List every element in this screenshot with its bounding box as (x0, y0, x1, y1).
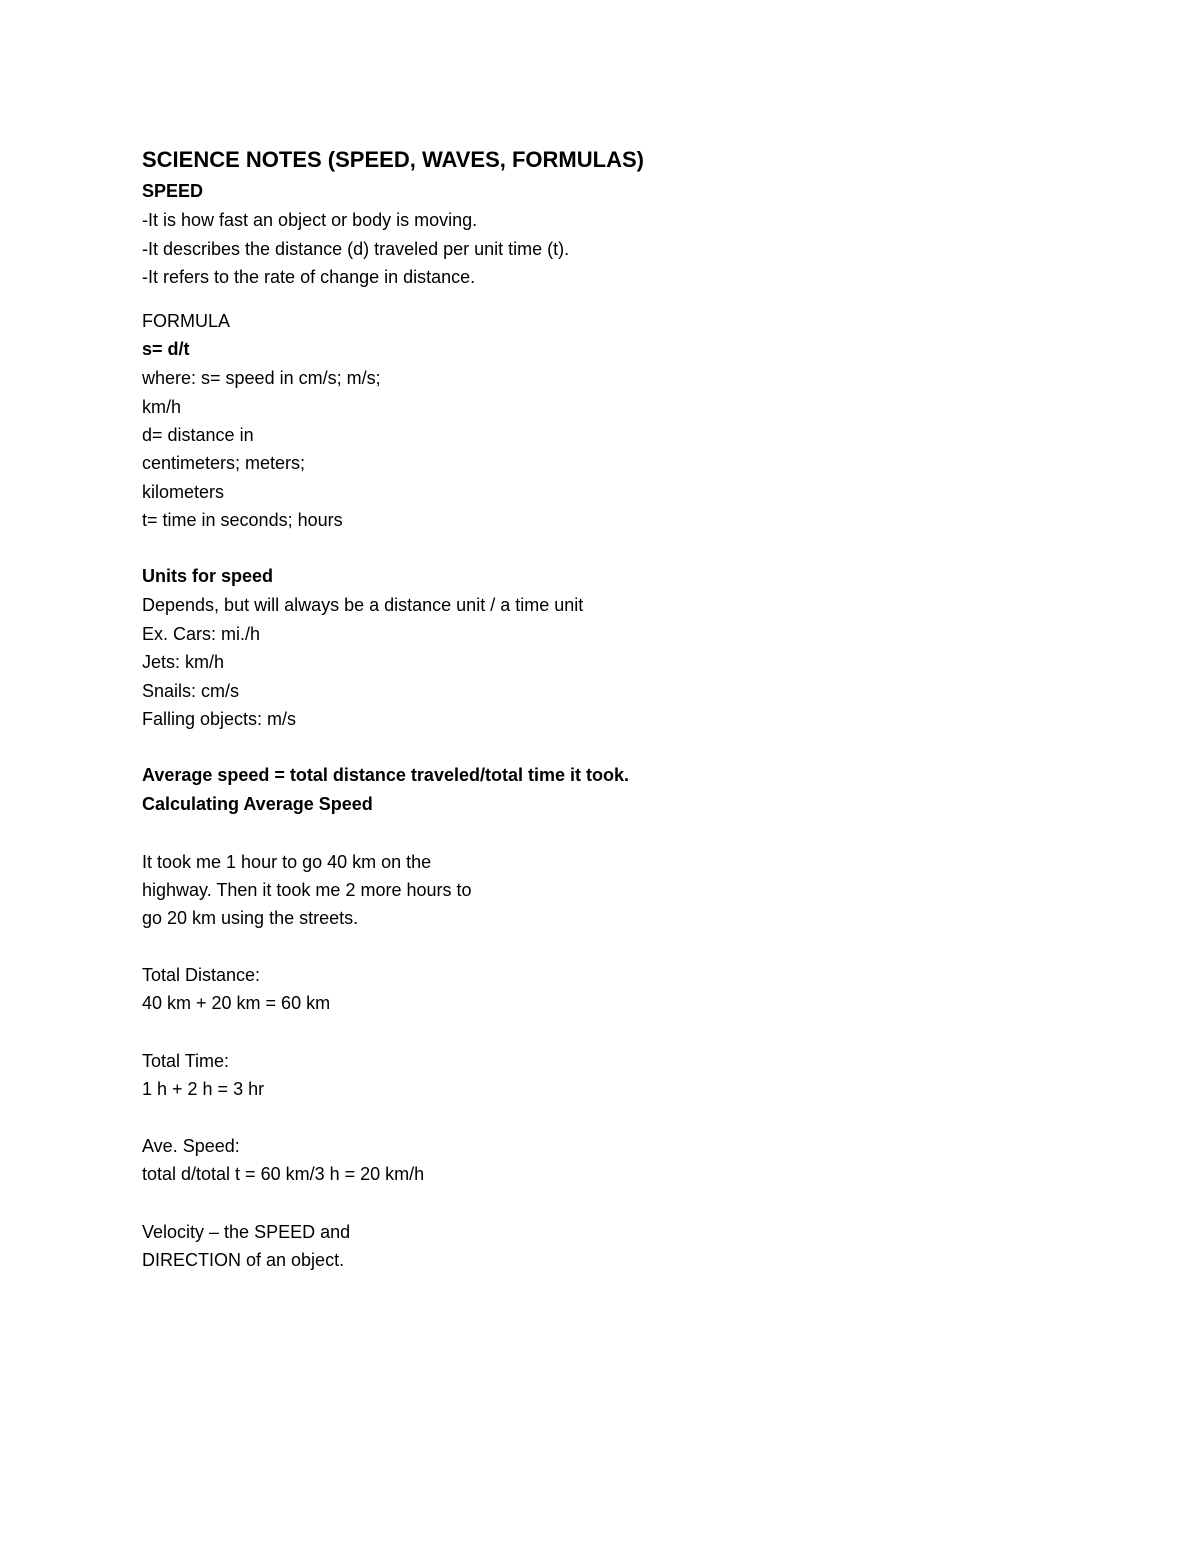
speed-heading: SPEED (142, 181, 204, 201)
formula-where-line: t= time in seconds; hours (142, 510, 343, 530)
formula-where-line: centimeters; meters; (142, 453, 306, 473)
formula-where-line: where: s= speed in cm/s; m/s; (142, 368, 381, 388)
ave-speed-calc: total d/total t = 60 km/3 h = 20 km/h (142, 1164, 425, 1184)
ave-speed-label: Ave. Speed: (142, 1136, 240, 1156)
total-time-label: Total Time: (142, 1051, 230, 1071)
total-distance-calc: 40 km + 20 km = 60 km (142, 993, 331, 1013)
speed-definition-line: -It is how fast an object or body is moving. (142, 210, 478, 230)
problem-line: It took me 1 hour to go 40 km on the (142, 852, 432, 872)
total-distance-label: Total Distance: (142, 965, 261, 985)
speed-definition-line: -It describes the distance (d) traveled per unit time (t). (142, 239, 570, 259)
units-line: Depends, but will always be a distance unit / a time unit (142, 595, 584, 615)
problem-line: highway. Then it took me 2 more hours to (142, 880, 472, 900)
formula-where-line: km/h (142, 397, 182, 417)
units-line: Jets: km/h (142, 652, 225, 672)
average-speed-heading: Calculating Average Speed (142, 794, 373, 814)
formula-where-line: kilometers (142, 482, 225, 502)
units-line: Ex. Cars: mi./h (142, 624, 261, 644)
units-heading: Units for speed (142, 566, 274, 586)
total-time-calc: 1 h + 2 h = 3 hr (142, 1079, 265, 1099)
page-title: SCIENCE NOTES (SPEED, WAVES, FORMULAS) (142, 147, 644, 172)
velocity-line: DIRECTION of an object. (142, 1250, 345, 1270)
velocity-line: Velocity – the SPEED and (142, 1222, 351, 1242)
speed-definition-line: -It refers to the rate of change in distance. (142, 267, 476, 287)
average-speed-definition: Average speed = total distance traveled/total time it took. (142, 765, 629, 785)
units-line: Falling objects: m/s (142, 709, 297, 729)
formula-label: FORMULA (142, 311, 231, 331)
units-line: Snails: cm/s (142, 681, 240, 701)
formula-equation: s= d/t (142, 339, 190, 359)
formula-where-line: d= distance in (142, 425, 254, 445)
problem-line: go 20 km using the streets. (142, 908, 359, 928)
